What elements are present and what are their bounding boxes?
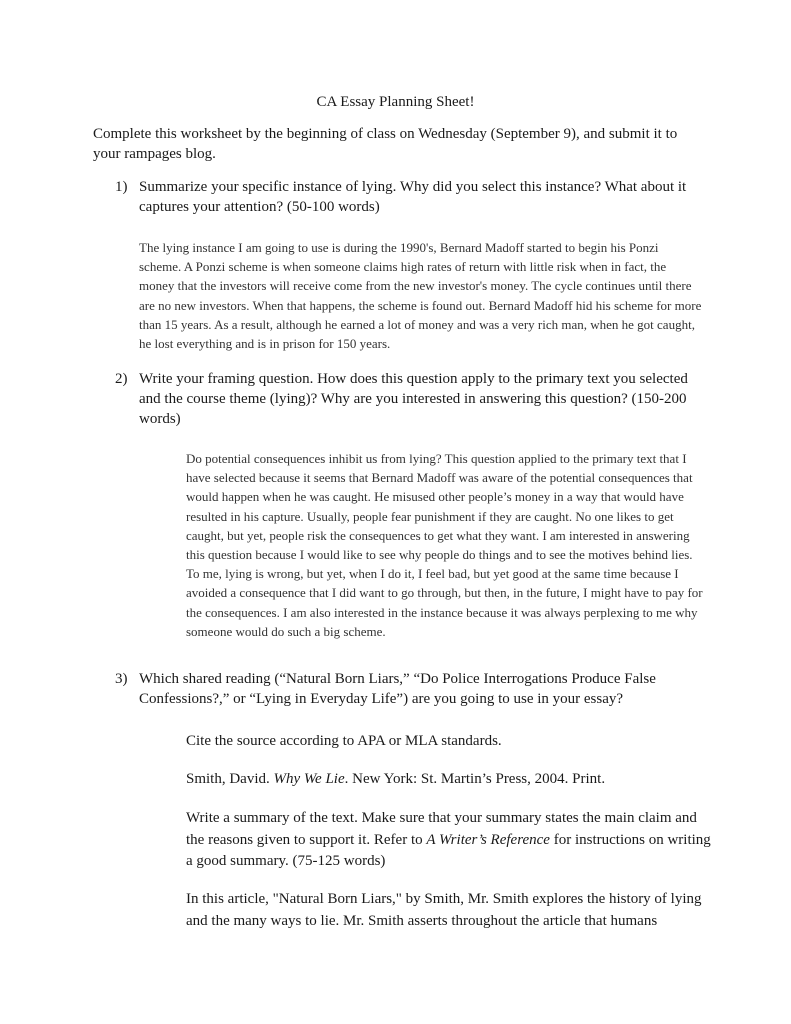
question-1-prompt: Summarize your specific instance of lying. Why did you select this instance? What about it captures your attention? (50-100 words) [139, 179, 687, 215]
citation-publisher: . New York: St. Martin’s Press, 2004. Print. [344, 771, 606, 787]
question-2-number: 2) [115, 371, 128, 387]
question-3-number: 3) [115, 671, 128, 687]
citation-author: Smith, David. [186, 771, 274, 787]
question-1-number: 1) [115, 179, 128, 195]
instructions-intro: Complete this worksheet by the beginning of class on Wednesday (September 9), and submit it to your rampages blog. [93, 126, 678, 162]
summary-text: In this article, "Natural Born Liars," by Smith, Mr. Smith explores the history of lying and the many ways to lie. Mr. Smith asserts throughout the article that humans [186, 891, 702, 929]
citation-title: Why We Lie [273, 771, 345, 787]
summary-instruction-tail: for instructions on writing a good summary. (75-125 words) [186, 831, 711, 869]
question-2-answer: Do potential consequences inhibit us from lying? This question applied to the primary text that I have selected because it seems that Bernard Madoff was aware of the potential consequences that would happen when he was caught. He misused other people’s money in a way that would have resulted in his capture. Usually, people fear punishment if they are caught. No one likes to get caught, but yet, people risk the consequences to get what they want. I am interested in answering this question because I would like to see why people do things and to see the motives behind lies. To me, lying is wrong, but yet, when I do it, I feel bad, but yet good at the same time because I avoided a consequence that I did want to go through, but then, in the future, I might have to pay for the consequences. I am also interested in the instance because it was always perplexing to me why someone would do such a big scheme. [186, 451, 703, 639]
summary-instruction-text: Write a summary of the text. Make sure that your summary states the main claim and the reasons given to support it. Refer to [186, 810, 697, 848]
question-3-prompt: Which shared reading (“Natural Born Liars,” “Do Police Interrogations Produce False Confessions?,” or “Lying in Everyday Life”) are you going to use in your essay? [139, 671, 656, 707]
summary-instruction [186, 808, 716, 873]
writers-reference-title: A Writer’s Reference [426, 831, 550, 848]
citation [186, 769, 716, 791]
question-1-answer: The lying instance I am going to use is during the 1990's, Bernard Madoff started to begin his Ponzi scheme. A Ponzi scheme is when someone claims high rates of return with little risk when in fact, the money that the investors will receive come from the new investor's money. The cycle continues until there are no new investors. When that happens, the scheme is found out. Bernard Madoff hid his scheme for more than 15 years. As a result, although he earned a lot of money and was a very rich man, when he got caught, he lost everything and is in prison for 150 years. [139, 240, 702, 352]
page-title: CA Essay Planning Sheet! [316, 94, 475, 110]
cite-instruction: Cite the source according to APA or MLA standards. [186, 733, 502, 749]
question-2-prompt: Write your framing question. How does this question apply to the primary text you selected and the course theme (lying)? Why are you interested in answering this question? (150-200 words) [139, 371, 688, 427]
